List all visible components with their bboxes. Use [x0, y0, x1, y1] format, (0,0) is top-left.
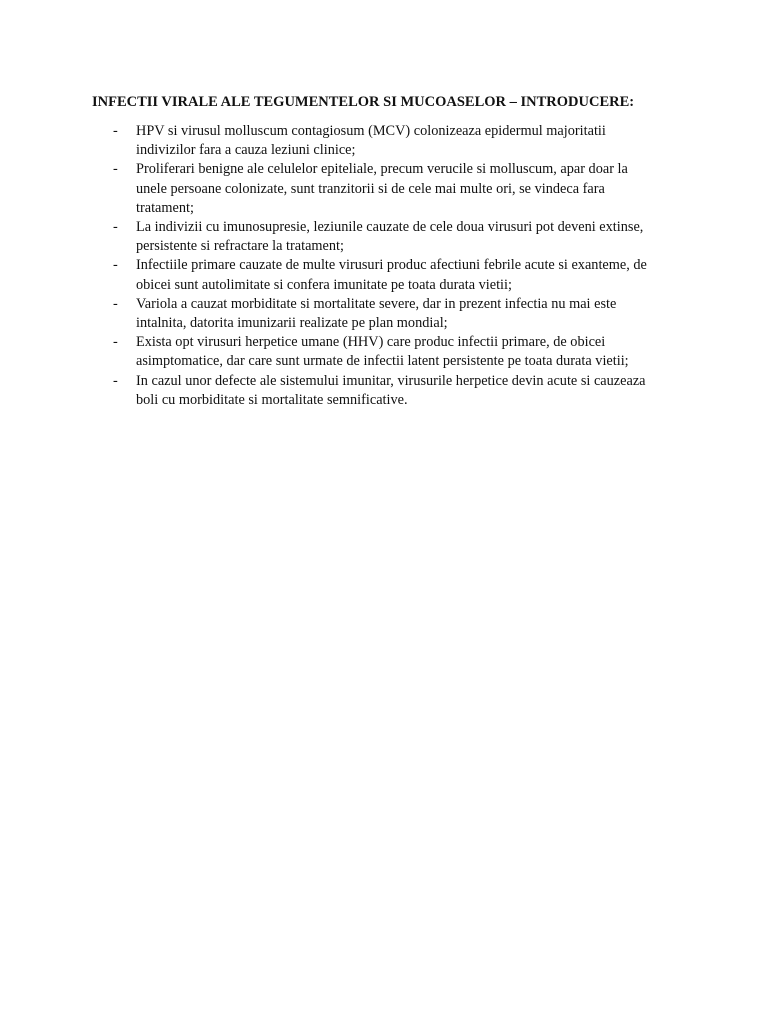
- list-item-line: tratament;: [136, 199, 194, 216]
- bullet-dash: -: [113, 295, 118, 312]
- list-item: [0, 372, 768, 410]
- list-item: [0, 122, 768, 160]
- bullet-list: [0, 122, 768, 410]
- list-item-line: HPV si virusul molluscum contagiosum (MCV) colonizeaza epidermul majoritatii: [136, 123, 606, 139]
- list-item: [0, 218, 768, 256]
- bullet-dash: -: [113, 334, 118, 351]
- bullet-dash: -: [113, 123, 118, 139]
- list-item-line: boli cu morbiditate si mortalitate semnificative.: [136, 391, 408, 408]
- list-item-line: Exista opt virusuri herpetice umane (HHV) care produc infectii primare, de obicei: [136, 334, 606, 351]
- list-item-line: persistente si refractare la tratament;: [136, 238, 344, 255]
- list-item: [0, 160, 768, 218]
- list-item-line: asimptomatice, dar care sunt urmate de infectii latent persistente pe toata durata vietii;: [136, 353, 629, 370]
- list-item: [0, 256, 768, 294]
- bullet-dash: -: [113, 372, 118, 389]
- list-item: [0, 333, 768, 371]
- list-item-line: obicei sunt autolimitate si confera imunitate pe toata durata vietii;: [136, 276, 512, 293]
- list-item-line: Infectiile primare cauzate de multe virusuri produc afectiuni febrile acute si exanteme, de: [136, 257, 647, 274]
- list-item-line: Proliferari benigne ale celulelor epiteliale, precum verucile si molluscum, apar doar la: [136, 161, 628, 178]
- list-item-line: Variola a cauzat morbiditate si mortalitate severe, dar in prezent infectia nu mai este: [136, 295, 617, 312]
- list-item-line: In cazul unor defecte ale sistemului imunitar, virusurile herpetice devin acute si cauzeaza: [136, 372, 646, 389]
- document-title: INFECTII VIRALE ALE TEGUMENTELOR SI MUCOASELOR – INTRODUCERE:: [92, 94, 635, 110]
- bullet-dash: -: [113, 257, 118, 274]
- bullet-dash: -: [113, 161, 118, 178]
- list-item-line: unele persoane colonizate, sunt tranzitorii si de cele mai multe ori, se vindeca fara: [136, 180, 605, 197]
- list-item: [0, 295, 768, 333]
- bullet-dash: -: [113, 219, 118, 236]
- list-item-line: La indivizii cu imunosupresie, leziunile cauzate de cele doua virusuri pot deveni extinse,: [136, 219, 644, 236]
- list-item-line: intalnita, datorita imunizarii realizate pe plan mondial;: [136, 315, 448, 332]
- list-item-line: indivizilor fara a cauza leziuni clinice;: [136, 142, 356, 159]
